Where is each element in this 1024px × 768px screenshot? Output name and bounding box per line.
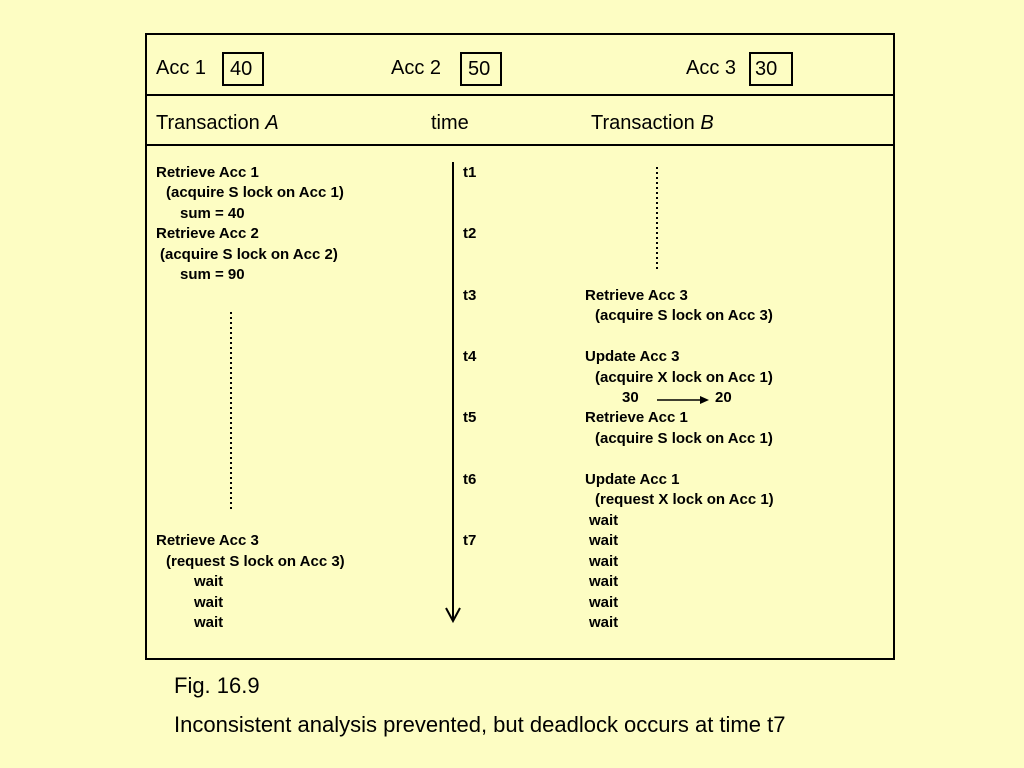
account-value-box: 50 xyxy=(460,52,502,86)
transaction-a-wait: wait xyxy=(194,573,224,590)
transaction-a-step: (acquire S lock on Acc 2) xyxy=(160,246,338,263)
value-before: 30 xyxy=(622,389,639,406)
transaction-b-step: Update Acc 1 xyxy=(585,471,680,488)
account-label: Acc 3 xyxy=(686,57,737,79)
transaction-a-step: (acquire S lock on Acc 1) xyxy=(166,184,344,201)
transaction-b-step: (acquire S lock on Acc 1) xyxy=(595,430,773,447)
time-label: t5 xyxy=(463,409,477,426)
transaction-b-wait: wait xyxy=(589,573,619,590)
account-value-box: 40 xyxy=(222,52,264,86)
value-after: 20 xyxy=(715,389,732,406)
time-axis-arrow xyxy=(446,162,460,621)
account-label: Acc 1 xyxy=(156,57,207,79)
time-label: t1 xyxy=(463,164,477,181)
time-header: time xyxy=(431,112,469,134)
transaction-b-wait: wait xyxy=(589,512,619,529)
transaction-b-step: (request X lock on Acc 1) xyxy=(595,491,774,508)
transaction-a-step: Retrieve Acc 1 xyxy=(156,164,259,181)
transaction-a-step: Retrieve Acc 2 xyxy=(156,225,259,242)
transaction-b-step: (acquire X lock on Acc 1) xyxy=(595,369,773,386)
transaction-a-wait: wait xyxy=(194,614,224,631)
transaction-b-step: (acquire S lock on Acc 3) xyxy=(595,307,773,324)
transaction-a-header: Transaction A xyxy=(156,112,279,134)
update-arrow xyxy=(657,396,709,404)
transaction-b-step: Retrieve Acc 3 xyxy=(585,287,688,304)
figure-number: Fig. 16.9 xyxy=(174,673,260,698)
time-label: t4 xyxy=(463,348,477,365)
account-value-box: 30 xyxy=(749,52,793,86)
transaction-a-step: sum = 90 xyxy=(180,266,245,283)
time-label: t7 xyxy=(463,532,477,549)
transaction-a-step: (request S lock on Acc 3) xyxy=(166,553,345,570)
transaction-b-step: Retrieve Acc 1 xyxy=(585,409,688,426)
transaction-b-wait: wait xyxy=(589,553,619,570)
transaction-a-step: sum = 40 xyxy=(180,205,245,222)
transaction-b-wait: wait xyxy=(589,594,619,611)
transaction-a-step: Retrieve Acc 3 xyxy=(156,532,259,549)
transaction-b-header: Transaction B xyxy=(591,112,714,134)
transaction-b-step: Update Acc 3 xyxy=(585,348,680,365)
transaction-b-wait: wait xyxy=(589,614,619,631)
time-label: t2 xyxy=(463,225,477,242)
time-label: t3 xyxy=(463,287,477,304)
figure-caption: Inconsistent analysis prevented, but deadlock occurs at time t7 xyxy=(174,712,786,737)
time-label: t6 xyxy=(463,471,477,488)
account-label: Acc 2 xyxy=(391,57,442,79)
transaction-a-wait: wait xyxy=(194,594,224,611)
transaction-b-wait: wait xyxy=(589,532,619,549)
